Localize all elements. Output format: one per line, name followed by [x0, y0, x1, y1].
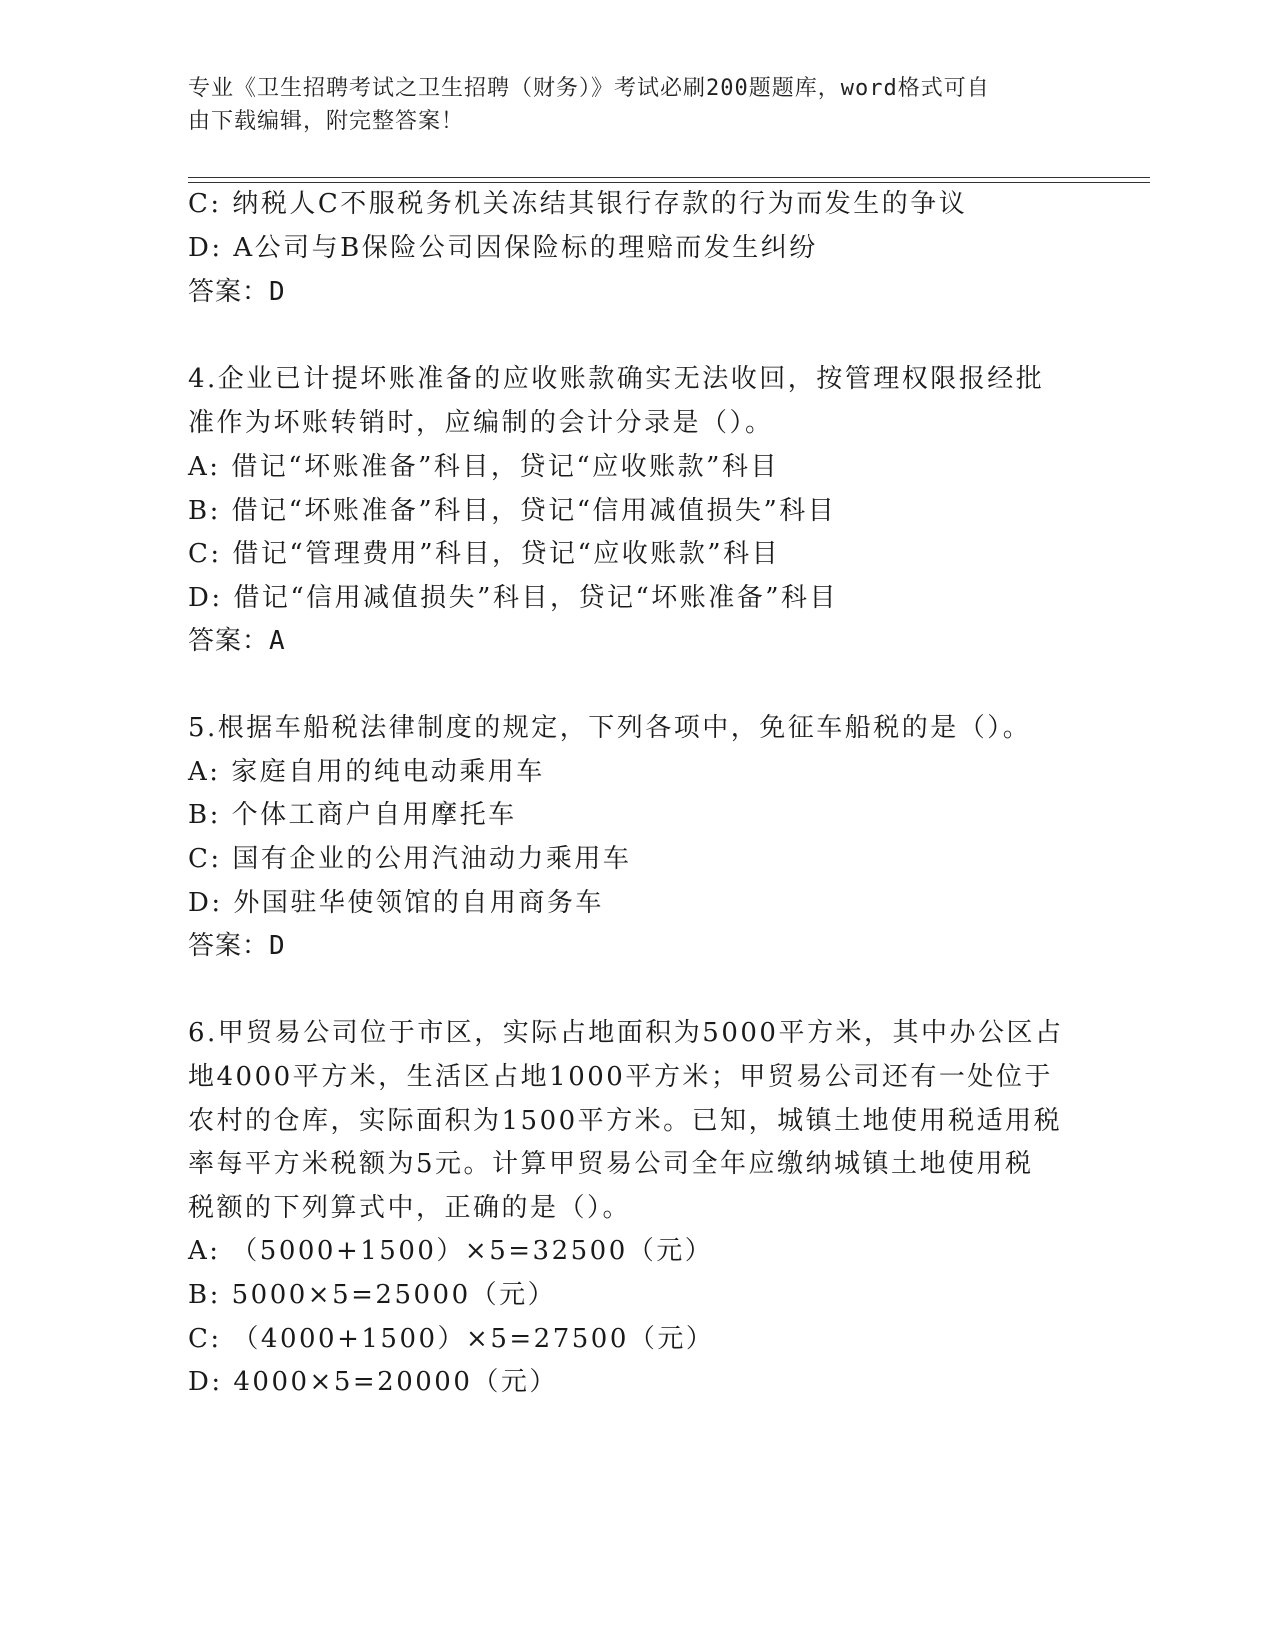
q5-option-b: B: 个体工商户自用摩托车 — [188, 800, 517, 830]
header-line-2: 由下载编辑，附完整答案！ — [188, 109, 465, 134]
q6-option-b: B: 5000×5=25000（元） — [188, 1280, 557, 1310]
q4-option-b: B: 借记“坏账准备”科目，贷记“信用减值损失”科目 — [188, 496, 837, 526]
header-divider-bottom — [188, 182, 1150, 183]
q4-answer: 答案：A — [188, 626, 286, 656]
q5-option-d: D: 外国驻华使领馆的自用商务车 — [188, 888, 604, 918]
q3-option-d: D: A公司与B保险公司因保险标的理赔而发生纠纷 — [188, 233, 818, 263]
q3-option-c: C: 纳税人C不服税务机关冻结其银行存款的行为而发生的争议 — [188, 189, 968, 219]
q6-stem-line-1: 6.甲贸易公司位于市区，实际占地面积为5000平方米，其中办公区占 — [188, 1018, 1064, 1048]
q6-option-c: C: （4000+1500）×5=27500（元） — [188, 1324, 715, 1354]
q4-stem-line-1: 4.企业已计提坏账准备的应收账款确实无法收回，按管理权限报经批 — [188, 364, 1045, 394]
q4-option-d: D: 借记“信用减值损失”科目，贷记“坏账准备”科目 — [188, 583, 839, 613]
q6-option-d: D: 4000×5=20000（元） — [188, 1367, 558, 1397]
q5-answer: 答案：D — [188, 931, 286, 961]
q5-option-c: C: 国有企业的公用汽油动力乘用车 — [188, 844, 632, 874]
q3-answer: 答案：D — [188, 277, 286, 307]
q5-stem-line-1: 5.根据车船税法律制度的规定，下列各项中，免征车船税的是（）。 — [188, 713, 1032, 743]
header-divider-top — [188, 177, 1150, 178]
header-line-1: 专业《卫生招聘考试之卫生招聘（财务）》考试必刷200题题库，word格式可自 — [188, 76, 990, 101]
q6-option-a: A: （5000+1500）×5=32500（元） — [188, 1236, 714, 1266]
q6-stem-line-3: 农村的仓库，实际面积为1500平方米。已知，城镇土地使用税适用税 — [188, 1106, 1063, 1136]
q6-stem-line-4: 率每平方米税额为5元。计算甲贸易公司全年应缴纳城镇土地使用税 — [188, 1149, 1034, 1179]
document-header — [188, 72, 1068, 138]
q6-stem-line-5: 税额的下列算式中，正确的是（）。 — [188, 1193, 632, 1223]
q4-stem-line-2: 准作为坏账转销时，应编制的会计分录是（）。 — [188, 408, 774, 438]
q5-option-a: A: 家庭自用的纯电动乘用车 — [188, 757, 545, 787]
q4-option-a: A: 借记“坏账准备”科目，贷记“应收账款”科目 — [188, 452, 779, 482]
q4-option-c: C: 借记“管理费用”科目，贷记“应收账款”科目 — [188, 539, 781, 569]
q6-stem-line-2: 地4000平方米，生活区占地1000平方米；甲贸易公司还有一处位于 — [188, 1062, 1053, 1092]
